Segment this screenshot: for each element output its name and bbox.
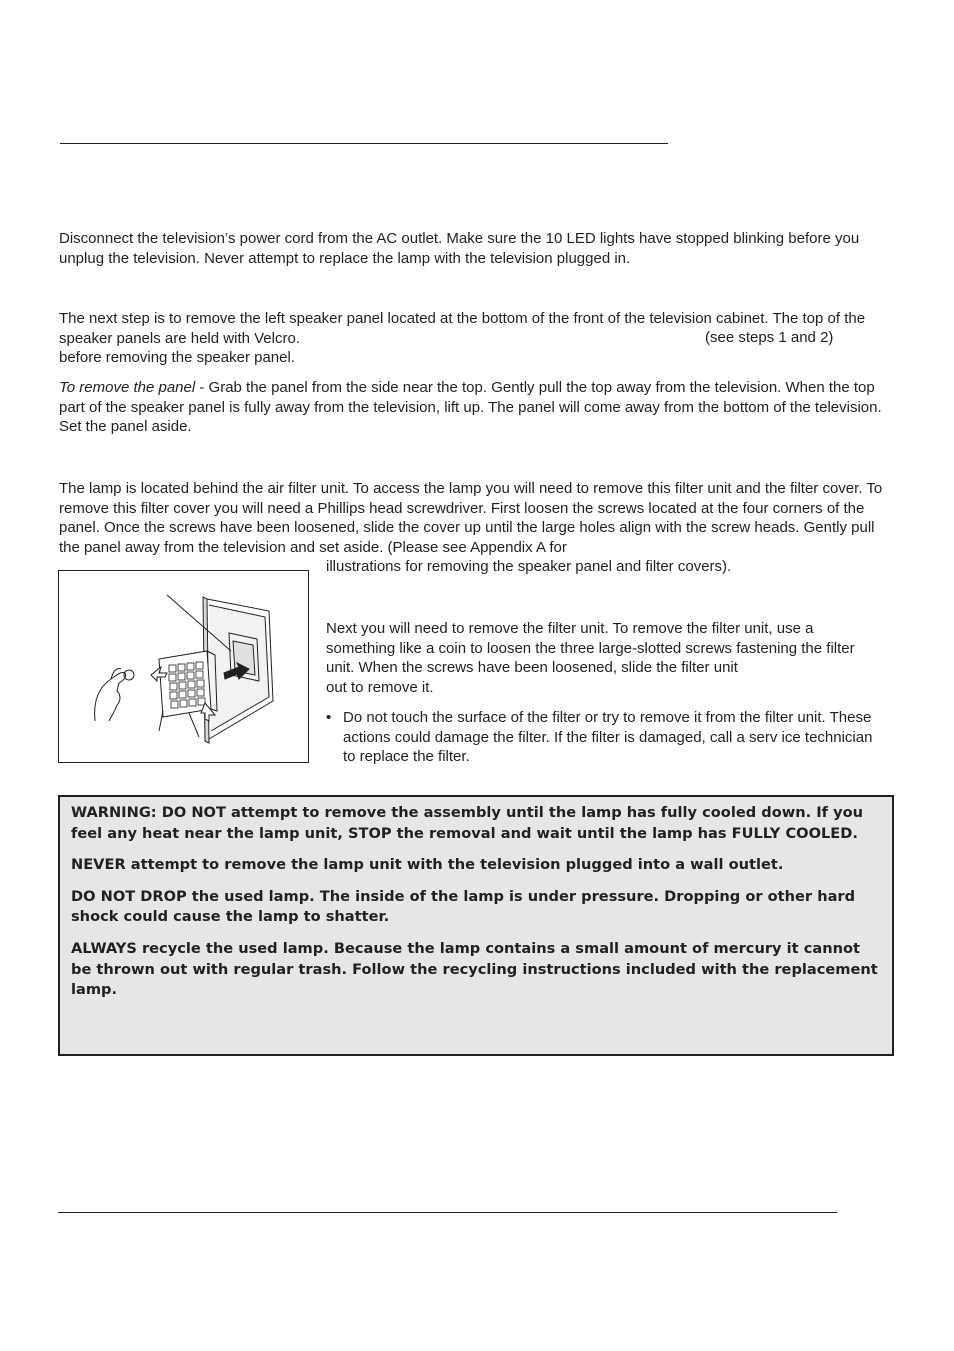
warning-unplug: NEVER attempt to remove the lamp unit with the television plugged into a wall outlet. (71, 856, 784, 874)
top-rule (60, 143, 668, 144)
filter-unit-drawing (59, 571, 307, 761)
speaker-panel-text-3: before removing the speaker panel. (59, 349, 295, 366)
speaker-panel-text-1: The next step is to remove the left speaker panel located at the bottom of the front of the television cabinet. The top of the speaker panels are held with Velcro. (59, 310, 866, 347)
filter-caution-text: Do not touch the surface of the filter or try to remove it from the filter unit. These actions could damage the filter. If the filter is damaged, call a serv ice technician to replace the filter. (343, 709, 873, 766)
filter-unit-paragraph (326, 619, 882, 697)
speaker-panel-steps-ref: (see steps 1 and 2) (705, 329, 834, 346)
remove-panel-paragraph (59, 378, 899, 437)
disconnect-paragraph: Disconnect the television’s power cord from the AC outlet. Make sure the 10 LED lights have stopped blinking before you unplug the television. Never attempt to replace the lamp with the television plugged in. (59, 230, 860, 267)
filter-unit-text-1: Next you will need to remove the filter unit. To remove the filter unit, use a something like a coin to loosen the three large-slotted screws fastening the filter unit. When the screws have been loosened, slide the filter unit (326, 620, 855, 677)
warning-drop: DO NOT DROP the used lamp. The inside of the lamp is under pressure. Dropping or other hard shock could cause the lamp to shatter. (71, 887, 856, 926)
remove-panel-lead: To remove the panel (59, 379, 196, 396)
filter-cover-paragraph: The lamp is located behind the air filter unit. To access the lamp you will need to remove this filter unit and the filter cover. To remove this filter cover you will need a Phillips head screwdriver. First loosen the screws located at the four corners of the panel. Once the screws have been loosened, slide the cover up until the large holes align with the screw heads. Gently pull the panel away from the television and set aside. (Please see Appendix A for (59, 480, 883, 556)
bullet-dot: • (326, 709, 332, 726)
warning-cooled: WARNING: DO NOT attempt to remove the assembly until the lamp has fully cooled down. If you feel any heat near the lamp unit, STOP the removal and wait until the lamp has FULLY COOLED. (71, 804, 864, 842)
remove-panel-text: - Grab the panel from the side near the top. Gently pull the top away from the television. When the top part of the speaker panel is fully away from the television, lift up. The panel will come away from the bottom of the television. Set the panel aside. (59, 379, 882, 436)
filter-unit-text-2: out to remove it. (326, 678, 434, 696)
filter-cover-paragraph-cont: illustrations for removing the speaker panel and filter covers). (326, 558, 732, 575)
warning-recycle: ALWAYS recycle the used lamp. Because the lamp contains a small amount of mercury it cannot be thrown out with regular trash. Follow the recycling instructions included with the replacement lamp. (71, 939, 878, 999)
bottom-rule (58, 1212, 837, 1213)
warning-box (58, 795, 894, 1056)
filter-removal-illustration (58, 570, 309, 763)
